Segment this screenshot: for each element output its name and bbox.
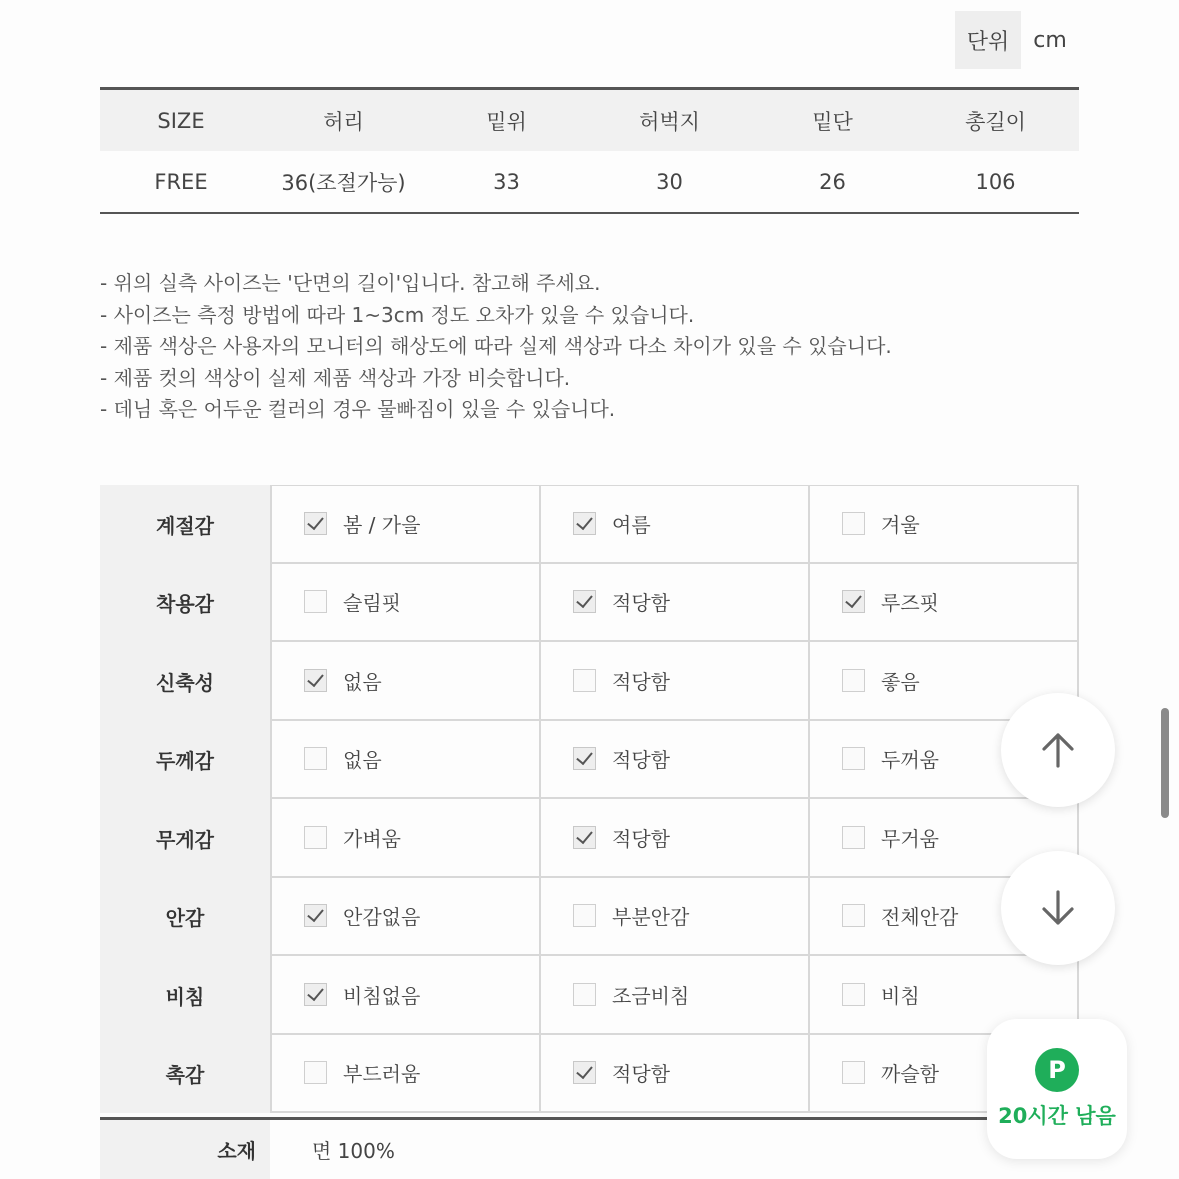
- fit-options: [270, 878, 1079, 957]
- checkbox-unchecked[interactable]: [842, 1061, 865, 1084]
- fit-option-label: 적당함: [612, 669, 670, 694]
- checkbox-checked[interactable]: [573, 512, 596, 535]
- fit-row-label: 안감: [100, 878, 270, 957]
- fit-option-label: 가벼움: [343, 826, 401, 851]
- arrow-down-icon: [1036, 886, 1080, 930]
- fit-option[interactable]: [272, 878, 541, 957]
- size-header-cell: 허리: [323, 109, 364, 134]
- checkbox-checked[interactable]: [573, 747, 596, 770]
- fit-options: [270, 485, 1079, 564]
- fit-options: [270, 799, 1079, 878]
- fit-option-label: 안감없음: [343, 905, 421, 930]
- checkbox-unchecked[interactable]: [842, 983, 865, 1006]
- unit-label: 단위: [955, 11, 1021, 69]
- fit-option-label: 전체안감: [881, 905, 959, 930]
- fit-option[interactable]: [541, 1035, 810, 1114]
- fit-option[interactable]: [272, 956, 541, 1035]
- material-row: [100, 1117, 1079, 1179]
- size-header-cell: SIZE: [157, 108, 205, 133]
- size-header-cell: 밑위: [486, 109, 527, 134]
- fit-row-label: 착용감: [100, 564, 270, 643]
- fit-row-label: 비침: [100, 956, 270, 1035]
- note-line: - 데님 혹은 어두운 컬러의 경우 물빠짐이 있을 수 있습니다.: [100, 397, 616, 421]
- size-table-row: [100, 151, 1079, 212]
- fit-row-label: 계절감: [100, 485, 270, 564]
- checkbox-unchecked[interactable]: [304, 747, 327, 770]
- fit-option[interactable]: [541, 956, 810, 1035]
- point-badge-icon: P: [1035, 1048, 1079, 1092]
- checkbox-unchecked[interactable]: [842, 669, 865, 692]
- checkbox-unchecked[interactable]: [842, 904, 865, 927]
- scrollbar-thumb[interactable]: [1161, 708, 1169, 818]
- size-cell: FREE: [154, 169, 208, 194]
- size-header-cell: 밑단: [812, 109, 853, 134]
- fit-option[interactable]: [541, 485, 810, 564]
- checkbox-unchecked[interactable]: [304, 1061, 327, 1084]
- size-table: [100, 87, 1079, 214]
- checkbox-unchecked[interactable]: [304, 826, 327, 849]
- fit-row: [100, 956, 1079, 1035]
- checkbox-unchecked[interactable]: [842, 747, 865, 770]
- fit-option[interactable]: [541, 878, 810, 957]
- size-notes: [100, 268, 1079, 426]
- checkbox-checked[interactable]: [304, 512, 327, 535]
- fit-option-label: 비침: [881, 983, 920, 1008]
- fit-row: [100, 485, 1079, 564]
- fit-row-label: 촉감: [100, 1035, 270, 1114]
- checkbox-unchecked[interactable]: [573, 904, 596, 927]
- fit-row-label: 신축성: [100, 642, 270, 721]
- fit-option-label: 적당함: [612, 748, 670, 773]
- fit-option[interactable]: [810, 564, 1079, 643]
- fit-option-label: 적당함: [612, 1062, 670, 1087]
- fit-option[interactable]: [272, 642, 541, 721]
- fit-option[interactable]: [272, 721, 541, 800]
- fit-option-label: 루즈핏: [881, 591, 939, 616]
- fit-options: [270, 564, 1079, 643]
- size-cell: 33: [493, 169, 520, 194]
- fit-option-label: 여름: [612, 513, 651, 538]
- fit-row: [100, 642, 1079, 721]
- fit-option[interactable]: [541, 799, 810, 878]
- note-line: - 위의 실측 사이즈는 '단면의 길이'입니다. 참고해 주세요.: [100, 271, 601, 295]
- fit-option[interactable]: [272, 485, 541, 564]
- fit-option-label: 적당함: [612, 826, 670, 851]
- checkbox-unchecked[interactable]: [573, 669, 596, 692]
- fit-row-label: 무게감: [100, 799, 270, 878]
- fit-table: [100, 485, 1079, 1113]
- note-line: - 제품 색상은 사용자의 모니터의 해상도에 따라 실제 색상과 다소 차이가 있을 수 있습니다.: [100, 334, 892, 358]
- fit-row: [100, 1035, 1079, 1114]
- unit-value: cm: [1033, 27, 1067, 53]
- fit-option[interactable]: [272, 799, 541, 878]
- scroll-bottom-button[interactable]: [1001, 851, 1115, 965]
- checkbox-unchecked[interactable]: [573, 983, 596, 1006]
- fit-option-label: 까슬함: [881, 1062, 939, 1087]
- fit-option-label: 겨울: [881, 513, 920, 538]
- size-cell: 26: [819, 169, 846, 194]
- fit-option-label: 비침없음: [343, 983, 421, 1008]
- unit-selector: [955, 11, 1079, 69]
- fit-option[interactable]: [541, 721, 810, 800]
- point-timer-widget[interactable]: [987, 1019, 1127, 1159]
- size-header-cell: 총길이: [965, 109, 1026, 134]
- note-line: - 사이즈는 측정 방법에 따라 1~3cm 정도 오차가 있을 수 있습니다.: [100, 302, 695, 327]
- size-table-header: [100, 90, 1079, 151]
- fit-option-label: 두꺼움: [881, 748, 939, 773]
- checkbox-unchecked[interactable]: [304, 590, 327, 613]
- fit-option-label: 부드러움: [343, 1062, 421, 1087]
- checkbox-unchecked[interactable]: [842, 826, 865, 849]
- fit-row: [100, 721, 1079, 800]
- size-cell: 106: [975, 169, 1016, 194]
- checkbox-checked[interactable]: [573, 590, 596, 613]
- material-value: 면 100%: [312, 1139, 395, 1163]
- fit-option-label: 없음: [343, 669, 382, 694]
- fit-option[interactable]: [272, 1035, 541, 1114]
- checkbox-checked[interactable]: [304, 669, 327, 692]
- checkbox-checked[interactable]: [304, 904, 327, 927]
- fit-options: [270, 956, 1079, 1035]
- fit-option-label: 봄 / 가을: [343, 513, 421, 538]
- fit-row-label: 두께감: [100, 721, 270, 800]
- fit-option[interactable]: [541, 564, 810, 643]
- fit-option-label: 좋음: [881, 669, 920, 694]
- fit-option[interactable]: [810, 485, 1079, 564]
- fit-row: [100, 564, 1079, 643]
- fit-option-label: 부분안감: [612, 905, 690, 930]
- fit-options: [270, 1035, 1079, 1114]
- checkbox-checked[interactable]: [573, 826, 596, 849]
- scroll-top-button[interactable]: [1001, 693, 1115, 807]
- fit-option-label: 슬림핏: [343, 591, 401, 616]
- fit-option[interactable]: [541, 642, 810, 721]
- fit-option[interactable]: [272, 564, 541, 643]
- material-label: 소재: [100, 1120, 270, 1179]
- timer-text: 20시간 남음: [998, 1104, 1116, 1128]
- note-line: - 제품 컷의 색상이 실제 제품 색상과 가장 비슷합니다.: [100, 365, 571, 390]
- fit-option-label: 무거움: [881, 826, 939, 851]
- checkbox-unchecked[interactable]: [842, 512, 865, 535]
- checkbox-checked[interactable]: [304, 983, 327, 1006]
- fit-options: [270, 721, 1079, 800]
- fit-option-label: 조금비침: [612, 983, 690, 1008]
- size-cell: 30: [656, 169, 683, 194]
- checkbox-checked[interactable]: [573, 1061, 596, 1084]
- fit-option-label: 적당함: [612, 591, 670, 616]
- fit-row: [100, 878, 1079, 957]
- size-header-cell: 허벅지: [639, 109, 700, 134]
- fit-row: [100, 799, 1079, 878]
- arrow-up-icon: [1036, 728, 1080, 772]
- size-cell: 36(조절가능): [281, 170, 406, 195]
- fit-options: [270, 642, 1079, 721]
- checkbox-checked[interactable]: [842, 590, 865, 613]
- fit-option-label: 없음: [343, 748, 382, 773]
